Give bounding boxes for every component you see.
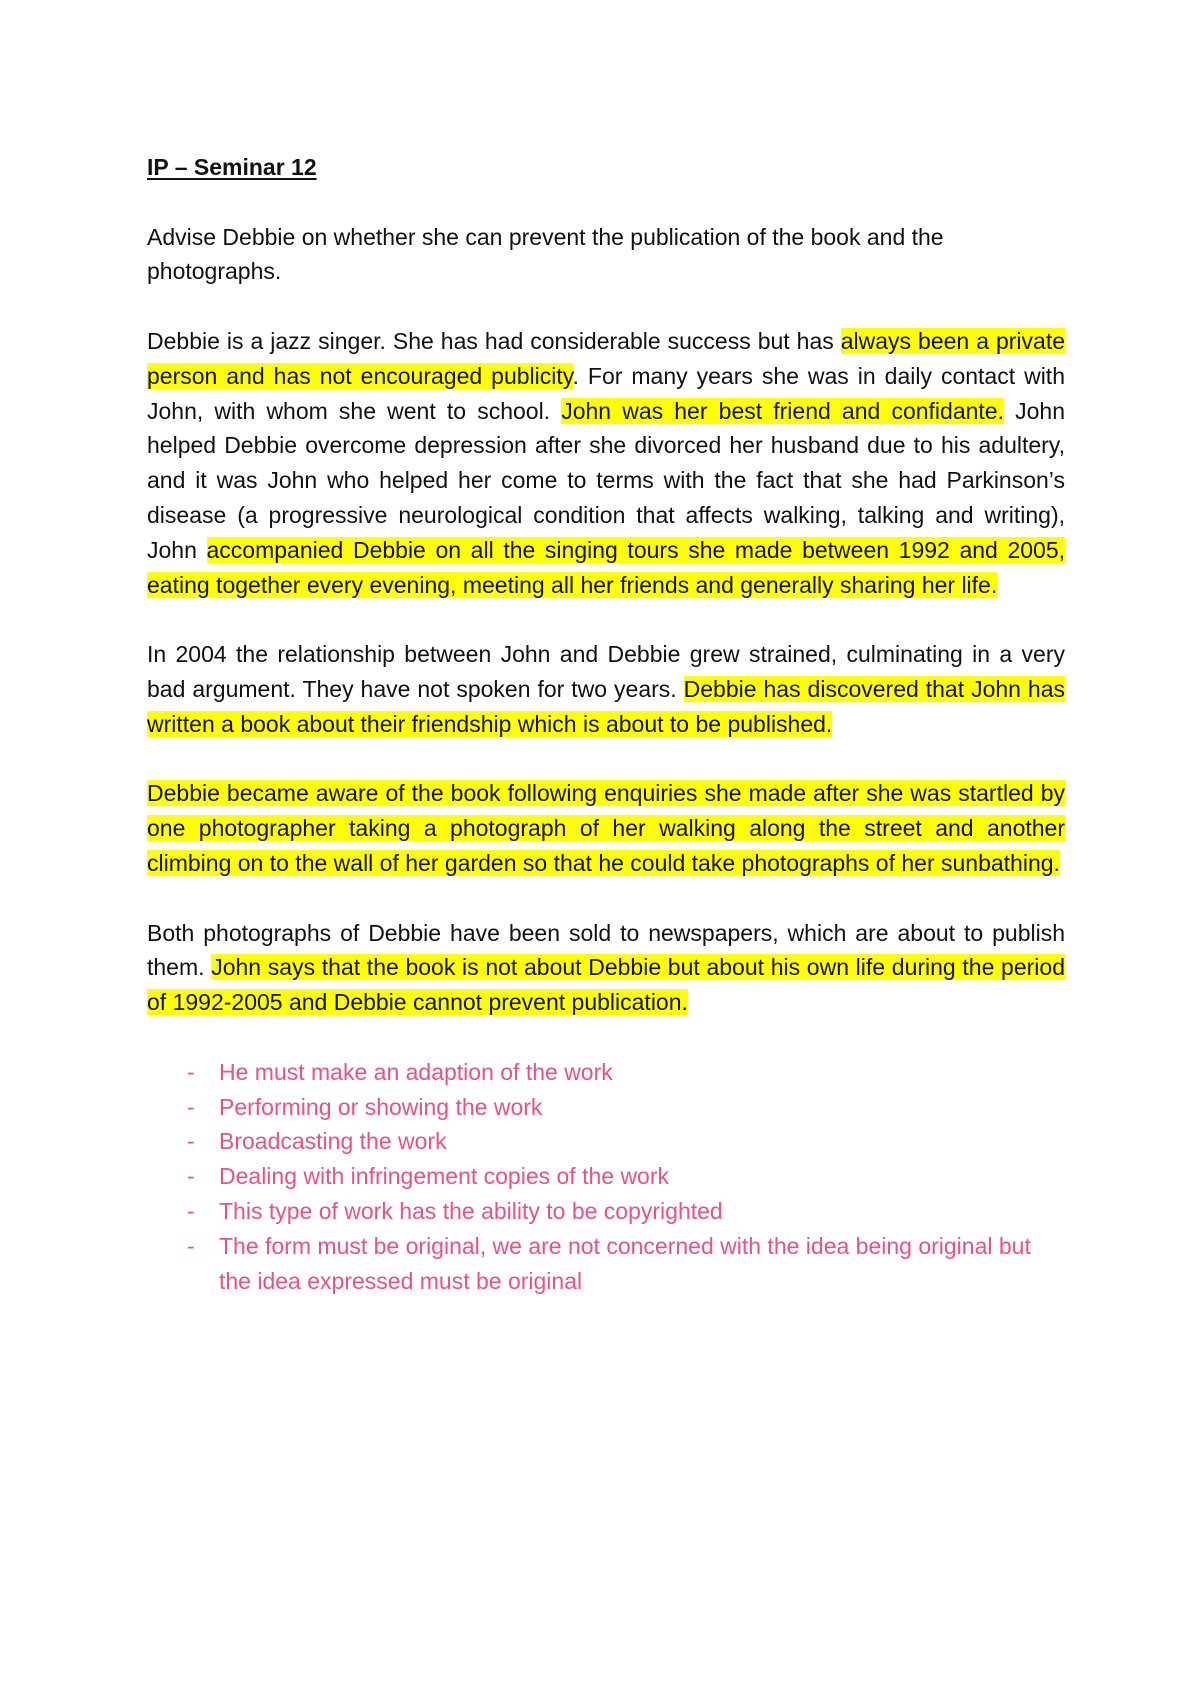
paragraph-3 <box>147 776 1065 880</box>
list-item-text: The form must be original, we are not concerned with the idea being original but the idea expressed must be original <box>219 1232 1031 1294</box>
list-item <box>187 1124 1065 1159</box>
p1-highlight-2: John was her best friend and confidante. <box>561 397 1004 424</box>
paragraph-2 <box>147 637 1065 741</box>
list-item-text: This type of work has the ability to be copyrighted <box>219 1197 723 1224</box>
document-body <box>147 150 1065 1298</box>
p1-text-b: . For many years she was in daily contact with John, with whom she went to school. <box>147 362 1065 424</box>
p2-highlight-1: Debbie has discovered that John has written a book about their friendship which is about to be published. <box>147 675 1065 737</box>
document-title <box>147 150 1065 185</box>
p4-text-a: Both photographs of Debbie have been sold to newspapers, which are about to publish them. <box>147 919 1065 981</box>
notes-list <box>147 1055 1065 1299</box>
p1-text-a: Debbie is a jazz singer. She has had considerable success but has <box>147 327 841 354</box>
p4-highlight-1: John says that the book is not about Debbie but about his own life during the period of 1992-2005 and Debbie cannot prevent publication. <box>147 954 1065 1016</box>
list-dash: - <box>187 1232 195 1259</box>
list-dash: - <box>187 1058 195 1085</box>
list-item <box>187 1090 1065 1125</box>
list-item-text: Dealing with infringement copies of the work <box>219 1163 670 1190</box>
list-item <box>187 1055 1065 1090</box>
list-item <box>187 1229 1065 1299</box>
p3-highlight-1: Debbie became aware of the book following enquiries she made after she was startled by one photographer taking a photograph of her walking along the street and another climbing on to the wall of her garden so that he could take photographs of her sunbathing. <box>147 780 1065 876</box>
paragraph-4 <box>147 916 1065 1020</box>
list-item <box>187 1159 1065 1194</box>
question-paragraph: Advise Debbie on whether she can prevent the publication of the book and the photographs. <box>147 223 944 285</box>
paragraph-1 <box>147 324 1065 602</box>
title-text: IP – Seminar 12 <box>147 154 317 180</box>
p2-text-a: In 2004 the relationship between John and Debbie grew strained, culminating in a very bad argument. They have not spoken for two years. <box>147 641 1065 702</box>
list-item <box>187 1194 1065 1229</box>
list-dash: - <box>187 1093 195 1120</box>
list-dash: - <box>187 1163 195 1190</box>
list-item-text: Performing or showing the work <box>219 1093 543 1120</box>
p1-highlight-1: always been a private person and has not encouraged publicity <box>147 327 1066 389</box>
p1-text-c: John helped Debbie overcome depression after she divorced her husband due to his adultery, and it was John who helped her come to terms with the fact that she had Parkinson’s disease (a progressive neurological condition that affects walking, talking and writing), John <box>147 397 1065 563</box>
list-item-text: Broadcasting the work <box>219 1128 447 1155</box>
list-dash: - <box>187 1197 195 1224</box>
list-dash: - <box>187 1128 195 1155</box>
p1-highlight-3: accompanied Debbie on all the singing tours she made between 1992 and 2005, eating together every evening, meeting all her friends and generally sharing her life. <box>147 536 1066 598</box>
list-item-text: He must make an adaption of the work <box>219 1058 613 1085</box>
